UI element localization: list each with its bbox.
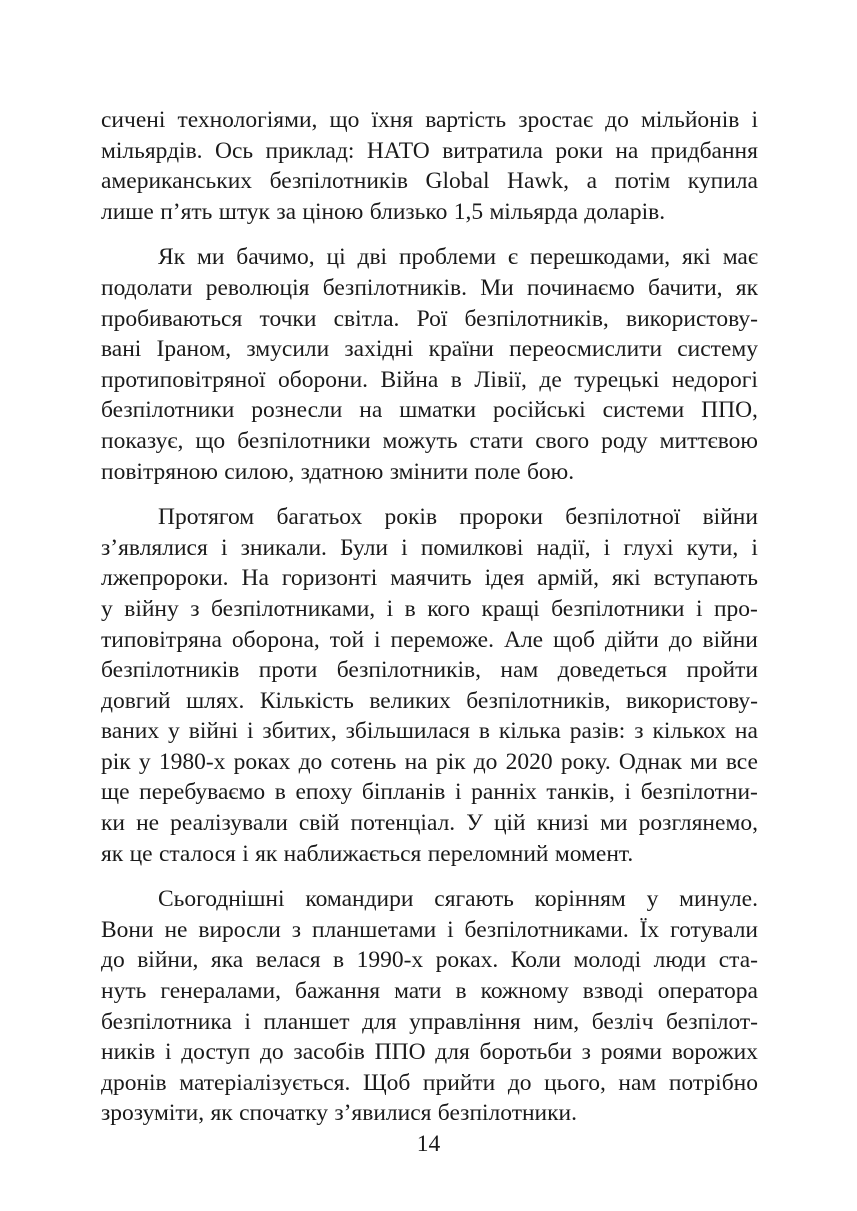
- text-line: мільярдів. Ось приклад: НАТО витратила роки на придбання: [101, 137, 758, 164]
- paragraph: [101, 105, 758, 227]
- text-line: протиповітряної оборони. Війна в Лівії, де турецькі недорогі: [101, 366, 758, 393]
- text-line: ще перебуваємо в епоху біпланів і ранніх танків, і безпілотни-: [101, 779, 758, 806]
- text-line: сичені технологіями, що їхня вартість зростає до мільйонів і: [101, 107, 758, 133]
- text-line: Протягом багатьох років пророки безпілотної війни: [158, 504, 758, 531]
- text-line: показує, що безпілотники можуть стати свого роду миттєвою: [101, 427, 758, 454]
- text-line: лжепророки. На горизонті маячить ідея армій, які вступають: [101, 565, 758, 592]
- text-line: американських безпілотників Global Hawk, а потім купила: [101, 168, 758, 195]
- text-line: повітряною силою, здатною змінити поле бою.: [101, 458, 575, 485]
- text-line: безпілотника і планшет для управління ним, безліч безпілот-: [101, 1008, 758, 1035]
- paragraph: [101, 884, 758, 1129]
- text-line: з’являлися і зникали. Були і помилкові надії, і глухі кути, і: [101, 534, 758, 561]
- paragraph: [101, 242, 758, 487]
- text-line: у війну з безпілотниками, і в кого кращі безпілотники і про-: [101, 595, 758, 622]
- page-body: [101, 105, 758, 1144]
- text-line: як це сталося і як наближається переломний момент.: [101, 840, 634, 867]
- text-line: пробиваються точки світла. Рої безпілотників, використову-: [101, 305, 758, 332]
- text-line: рік у 1980-х роках до сотень на рік до 2020 року. Однак ми все: [101, 748, 758, 775]
- text-line: лише п’ять штук за ціною близько 1,5 мільярда доларів.: [101, 198, 666, 225]
- text-line: ваних у війні і збитих, збільшилася в кілька разів: з кількох на: [101, 718, 758, 745]
- text-line: безпілотники рознесли на шматки російські системи ППО,: [101, 397, 758, 424]
- text-line: Сьогоднішні командири сягають корінням у минуле.: [158, 886, 758, 913]
- text-line: Вони не виросли з планшетами і безпілотниками. Їх готували: [101, 916, 758, 943]
- text-line: ників і доступ до засобів ППО для боротьби з роями ворожих: [101, 1039, 758, 1066]
- text-line: безпілотників проти безпілотників, нам доведеться пройти: [101, 657, 758, 684]
- text-line: дронів матеріалізується. Щоб прийти до цього, нам потрібно: [101, 1069, 758, 1096]
- paragraph: [101, 502, 758, 869]
- text-line: ки не реалізували свій потенціал. У цій книзі ми розглянемо,: [101, 810, 758, 837]
- text-line: нуть генералами, бажання мати в кожному взводі оператора: [101, 978, 758, 1005]
- text-line: типовітряна оборона, той і переможе. Але щоб дійти до війни: [101, 626, 758, 653]
- text-line: вані Іраном, змусили західні країни переосмислити систему: [101, 336, 758, 363]
- text-line: подолати революція безпілотників. Ми починаємо бачити, як: [101, 274, 758, 301]
- page-number: 14: [416, 1131, 441, 1157]
- text-line: зрозуміти, як спочатку з’явилися безпілотники.: [101, 1100, 578, 1127]
- text-line: Як ми бачимо, ці дві проблеми є перешкодами, які має: [158, 244, 758, 271]
- text-line: до війни, яка велася в 1990-х роках. Коли молоді люди ста-: [101, 947, 758, 974]
- text-line: довгий шлях. Кількість великих безпілотників, використову-: [101, 687, 758, 714]
